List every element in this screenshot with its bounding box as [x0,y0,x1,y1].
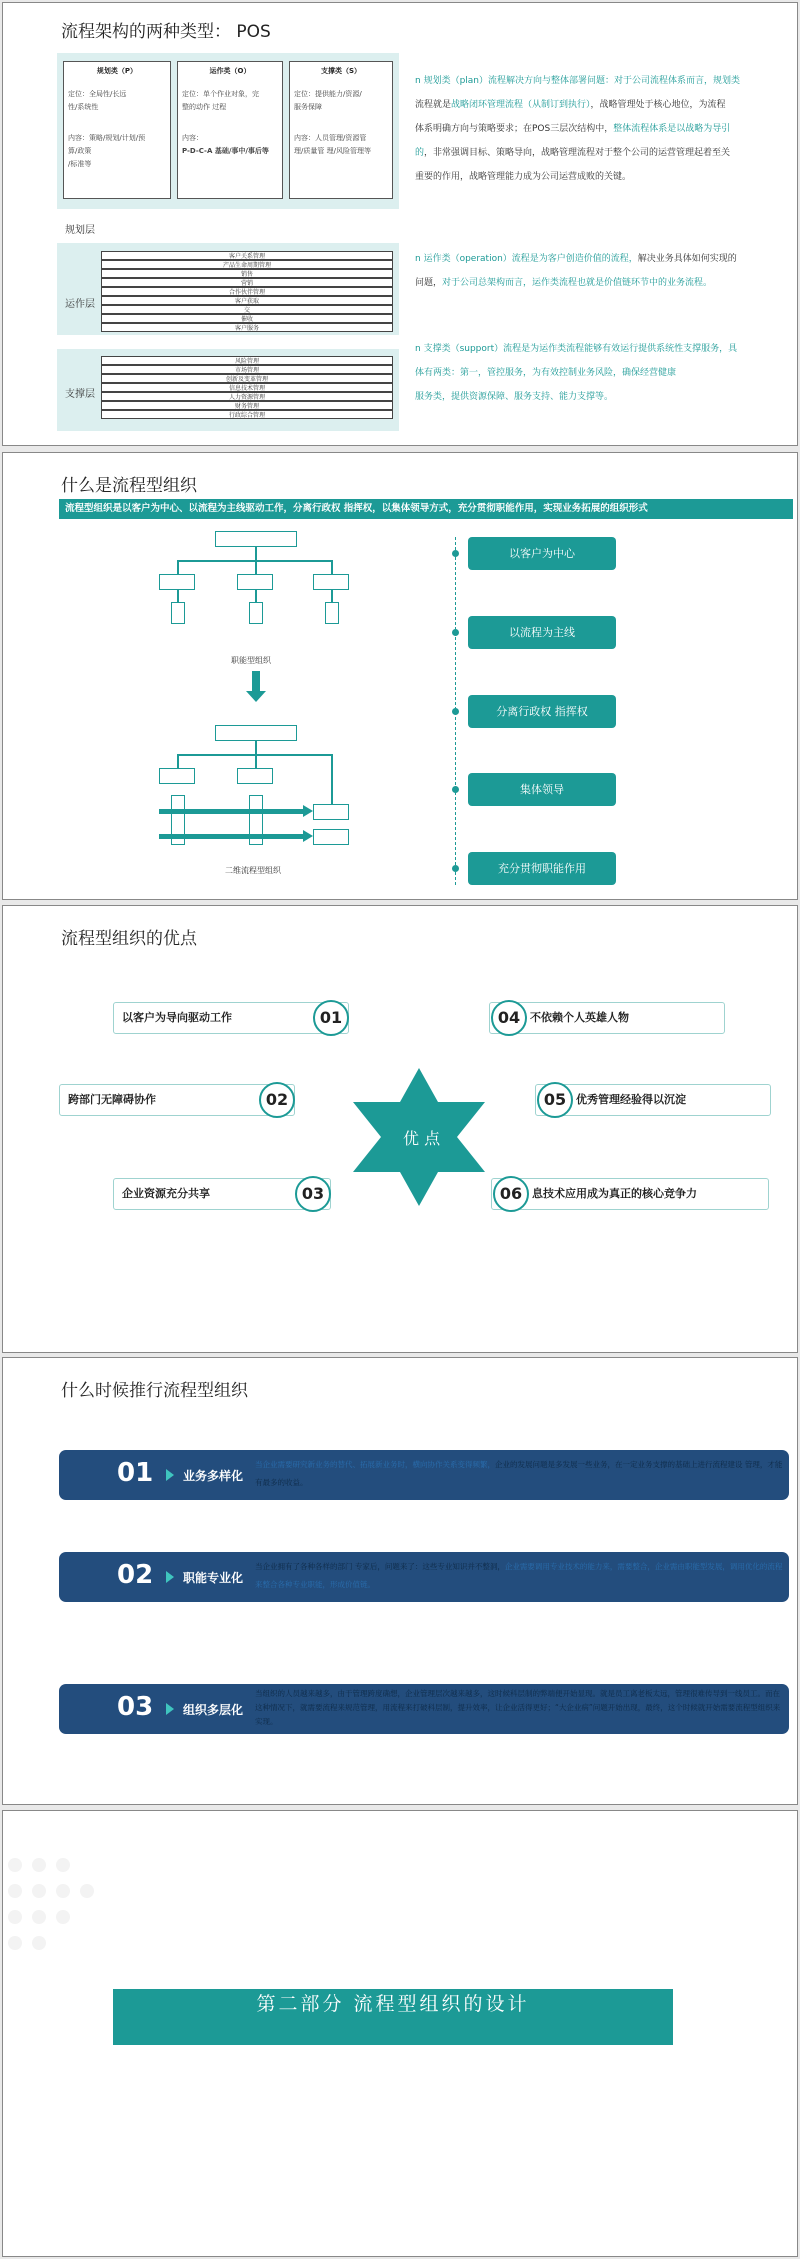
plan-column [63,61,171,199]
column-line: 内容：策略/规划/计划/预 [68,134,146,142]
advantage-number: 05 [537,1082,573,1118]
org-mid-box [159,574,195,590]
column-line: /标准等 [68,160,92,168]
process-row: 催收 [101,314,393,323]
timeline-dot [452,629,459,636]
text: 对于公司总架构而言，运作类流程也就是价值链环节中的业务流程。 [442,278,713,288]
column-line: P-D-C-A 基础/事中/事后等 [182,147,269,155]
connector [255,590,257,602]
bullet: n [415,254,421,264]
triangle-icon [166,1571,174,1583]
text: ，战略管理处于核心地位，为流程 [590,100,726,110]
functional-org-caption: 职能型组织 [231,656,271,665]
text: 战略闭环管理流程（从制订到执行） [451,100,591,110]
text: 规划类（plan）流程解决方向与整体部署问题：对于公司流程体系而言，规划类 [420,76,741,86]
org-leaf-box [171,602,185,624]
advantage-text: 企业资源充分共享 [122,1187,210,1200]
text: 支撑类（support）流程是为运作类流程能够有效运行提供系统性支撑服务，具 [420,344,738,354]
section-title: 第二部分 流程型组织的设计 [256,1993,530,2015]
process-row: 客户关系管理 [101,251,393,260]
text: 运作类（operation）流程是为客户创造价值的流程， [420,254,638,264]
definition-banner: 流程型组织是以客户为中心、以流程为主线驱动工作，分离行政权 指挥权，以集体领导方式，充分贯彻职能作用，实现业务拓展的组织形式 [59,499,793,519]
slide-title: 什么是流程型组织 [61,476,197,496]
timeline-dot [452,550,459,557]
slide-process-organization [2,452,798,900]
advantage-item-06 [491,1178,769,1210]
bullet: n [415,76,421,86]
condition-number: 01 [117,1458,154,1488]
connector [255,547,257,561]
advantage-number: 03 [295,1176,331,1212]
process-arrow [159,809,305,814]
text: 企业的发展问题是多发展一些业务，在一定业务支撑的基础上进行流程建设 管理，才能有最多的收益。 [255,1460,783,1487]
condition-number: 02 [117,1560,154,1590]
triangle-icon [166,1469,174,1481]
org-top-box [215,531,297,547]
column-header: 支撑类（S） [320,67,362,75]
column-line: 定位：全局性/长远 [68,90,127,98]
advantage-text: 以客户为导向驱动工作 [122,1011,232,1024]
principle-pill: 分离行政权 指挥权 [468,695,616,728]
condition-bar-02 [59,1552,789,1602]
support-column [289,61,393,199]
bullet: n [415,344,421,354]
connector [177,754,331,756]
down-arrow [252,671,260,693]
process-row: 创新及变革管理 [101,374,393,383]
process-row: 营销 [101,278,393,287]
matrix-mid-box [159,768,195,784]
process-row: 销售 [101,269,393,278]
text: 解决业务具体如何实现的 [637,254,737,264]
principle-pill: 充分贯彻职能作用 [468,852,616,885]
timeline-dot [452,786,459,793]
operation-description [415,247,787,295]
process-row: 合作伙伴管理 [101,287,393,296]
condition-text [255,1687,783,1729]
slide-title: 流程型组织的优点 [61,929,197,949]
text: 当组织的人员越来越多，由于管理跨度确想，企业管理层次越来越多，这时候科层制的弊端便开始显现。就是员工离老板太远，管理很难传导到一线员工。而在这种情况下，就需要流程来规范管理，用流程来打破科层制，提升效率，让企业活得更好；“大企业病”问题开始出现，最终，这个时候就开始需要流程型组织来实现。 [255,1689,781,1726]
text: 当企业拥有了各种各样的部门 专家后，问题来了：这些专业知识并不整洞， [255,1562,505,1571]
dot-pattern [3,1851,113,1971]
column-line: 内容：人员管理/资源管 [294,134,367,142]
support-layer-label: 支撑层 [65,389,95,400]
process-row: 财务管理 [101,401,393,410]
condition-text [255,1456,783,1492]
text: 体有两类：第一，管控服务，为有效控制业务风险，确保经营健康 [415,368,677,378]
process-row: 市场管理 [101,365,393,374]
connector [255,754,257,768]
connector [177,560,331,562]
column-line: 服务保障 [294,103,322,111]
slide-title: 什么时候推行流程型组织 [61,1381,248,1401]
connector [177,754,179,768]
org-mid-box [313,574,349,590]
timeline-dot [452,865,459,872]
advantage-number: 02 [259,1082,295,1118]
process-row: 行政综合管理 [101,410,393,419]
text: 流程就是 [415,100,452,110]
column-line: 内容： [182,134,203,142]
matrix-side-box [313,804,349,820]
text: 当企业需要研究新业务的替代、拓展新业务时，横向协作关系变得频繁， [255,1460,495,1469]
condition-bar-03 [59,1684,789,1734]
condition-text [255,1558,783,1594]
text: 的 [415,148,425,158]
condition-number: 03 [117,1692,154,1722]
text: 服务类，提供资源保障、服务支持、能力支撑等。 [415,392,614,402]
advantage-number: 04 [491,1000,527,1036]
column-line: 算/政策 [68,147,92,155]
matrix-side-box [313,829,349,845]
operation-layer-label: 运作层 [65,299,95,310]
process-row: 客户获取 [101,296,393,305]
slide-pos-architecture [2,2,798,446]
matrix-mid-box [237,768,273,784]
column-header: 规划类（P） [96,67,138,75]
text: 重要的作用，战略管理能力成为公司运营成败的关键。 [415,172,632,182]
org-mid-box [237,574,273,590]
process-row: 交 [101,305,393,314]
timeline-dot [452,708,459,715]
slide-title: 流程架构的两种类型： POS [61,22,271,42]
connector [177,560,179,574]
plan-layer-label: 规划层 [65,225,95,236]
advantage-text: 不依赖个人英雄人物 [530,1011,629,1024]
condition-label: 职能专业化 [183,1571,244,1585]
connector [255,741,257,755]
star-center-label: 优 点 [403,1129,441,1148]
column-line: 定位：单个作业对象，完 [182,90,259,98]
text: 问题， [415,278,443,288]
advantage-text: 息技术应用成为真正的核心竞争力 [532,1187,697,1200]
condition-label: 组织多层化 [183,1703,244,1717]
column-line: 性/系统性 [68,103,99,111]
column-line: 整的动作 过程 [182,103,227,111]
connector [177,590,179,602]
connector [255,560,257,574]
principle-pill: 集体领导 [468,773,616,806]
slide-when-to-adopt [2,1357,798,1805]
column-header: 运作类（O） [209,67,251,75]
text: ，非常强调目标、策略导向，战略管理流程对于整个公司的运营管理起着至关 [424,148,731,158]
advantage-text: 跨部门无障碍协作 [68,1093,156,1106]
slide-advantages [2,905,798,1353]
process-row: 客户服务 [101,323,393,332]
support-description [415,337,787,409]
connector [331,590,333,602]
principle-pill: 以客户为中心 [468,537,616,570]
column-line: 定位：提供能力/资源/ [294,90,362,98]
text: 整体流程体系是以战略为导引 [613,124,731,134]
triangle-icon [166,1703,174,1715]
process-arrow [159,834,305,839]
text: 企业需要调用专业技术的能力来，需要整合，企业需由职能型发展，调用优化的流程来整合各种专业职能，形成价值链。 [255,1562,783,1589]
down-arrow-head [246,691,266,702]
org-leaf-box [325,602,339,624]
text: 体系明确方向与策略要求；在POS三层次结构中， [415,124,614,134]
process-row: 人力资源管理 [101,392,393,401]
matrix-org-caption: 二维流程型组织 [225,866,281,875]
advantage-number: 01 [313,1000,349,1036]
advantage-text: 优秀管理经验得以沉淀 [576,1093,686,1106]
advantage-number: 06 [493,1176,529,1212]
connector [331,560,333,574]
principle-pill: 以流程为主线 [468,616,616,649]
column-line: 理/质量管 理/风险管理等 [294,147,371,155]
operation-column [177,61,283,199]
connector [331,754,333,804]
condition-label: 业务多样化 [183,1469,244,1483]
process-row: 产品生命周期管理 [101,260,393,269]
matrix-top-box [215,725,297,741]
plan-description [415,69,787,189]
process-row: 信息技术管理 [101,383,393,392]
slide-section-cover [2,1810,798,2257]
process-row: 风险管理 [101,356,393,365]
org-leaf-box [249,602,263,624]
process-arrow-head [303,805,313,817]
process-arrow-head [303,830,313,842]
condition-bar-01 [59,1450,789,1500]
